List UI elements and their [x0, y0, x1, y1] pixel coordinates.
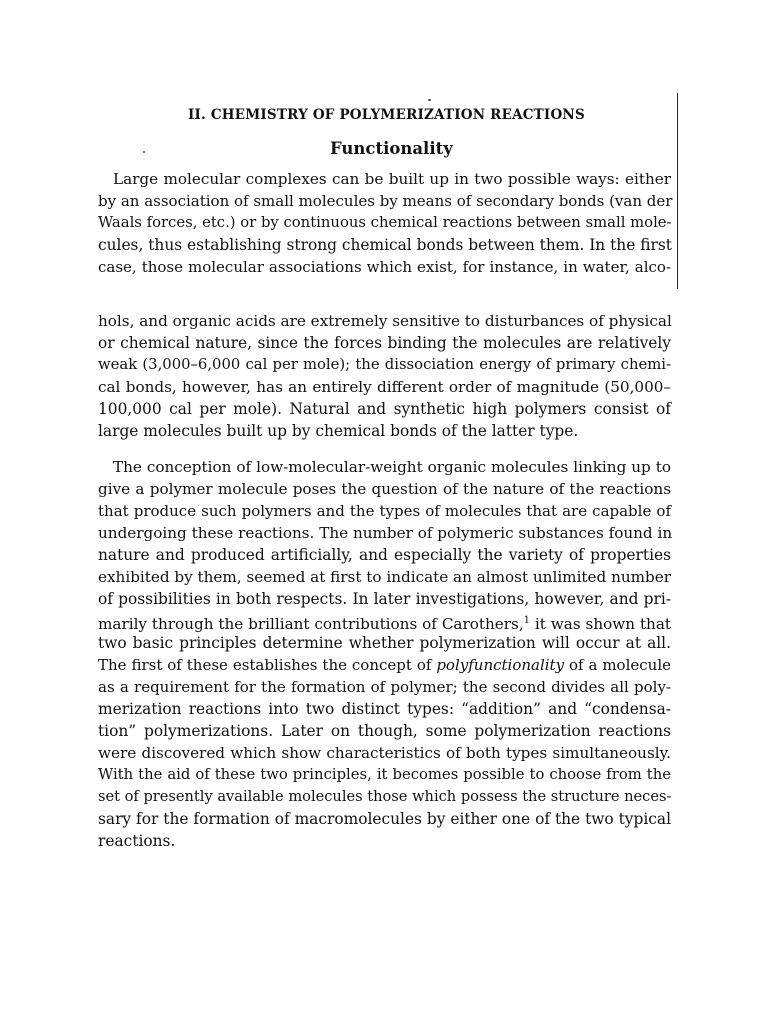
paragraph-line: sary for the formation of macromolecules by either one of the two typical	[98, 810, 671, 828]
paragraph-line: cules, thus establishing strong chemical bonds between them. In the first	[98, 236, 672, 254]
text-run: of a molecule	[564, 656, 671, 674]
paragraph-line: that produce such polymers and the types of molecules that are capable of	[98, 502, 671, 520]
italic-term: polyfunctionality	[436, 656, 565, 674]
paragraph-line: With the aid of these two principles, it becomes possible to choose from the	[98, 766, 671, 783]
paragraph-line: of possibilities in both respects. In later investigations, however, and pri-	[98, 590, 671, 608]
paragraph-line: case, those molecular associations which exist, for instance, in water, alco-	[98, 258, 671, 276]
paragraph-line: cal bonds, however, has an entirely different order of magnitude (50,000–	[98, 378, 671, 396]
paragraph-line: Large molecular complexes can be built up in two possible ways: either	[113, 170, 671, 188]
paragraph-line	[98, 654, 671, 676]
paragraph-line: exhibited by them, seemed at first to indicate an almost unlimited number	[98, 568, 672, 586]
paragraph-line: set of presently available molecules those which possess the structure neces-	[98, 788, 672, 805]
paragraph-line: two basic principles determine whether polymerization will occur at all.	[98, 634, 671, 652]
text-run: it was shown that	[530, 615, 671, 634]
paragraph-line: give a polymer molecule poses the question of the nature of the reactions	[98, 480, 671, 498]
paragraph-line: by an association of small molecules by means of secondary bonds (van der	[98, 192, 673, 210]
text-run: marily through the brilliant contributions of Carothers,	[98, 615, 524, 634]
paragraph-line: 100,000 cal per mole). Natural and synthetic high polymers consist of	[98, 400, 671, 418]
text-run: The first of these establishes the concept of	[98, 656, 437, 674]
paragraph-line: or chemical nature, since the forces binding the molecules are relatively	[98, 334, 671, 352]
paragraph-line: The conception of low-molecular-weight organic molecules linking up to	[113, 458, 671, 476]
subheading: Functionality	[330, 139, 453, 158]
paragraph-line: tion” polymerizations. Later on though, some polymerization reactions	[98, 722, 671, 740]
scan-speck	[428, 99, 431, 101]
paragraph-line: reactions.	[98, 832, 176, 850]
footnote-marker: 1	[523, 615, 531, 626]
paragraph-line: merization reactions into two distinct types: “addition” and “condensa-	[98, 700, 671, 718]
paragraph-line: weak (3,000–6,000 cal per mole); the dissociation energy of primary chemi-	[98, 356, 671, 373]
section-heading: II. CHEMISTRY OF POLYMERIZATION REACTIONS	[188, 107, 585, 123]
paragraph-line: were discovered which show characteristics of both types simultaneously.	[98, 744, 671, 762]
paragraph-line: undergoing these reactions. The number of polymeric substances found in	[98, 524, 673, 542]
page-edge-rule	[677, 93, 678, 289]
paragraph-line: Waals forces, etc.) or by continuous chemical reactions between small mole-	[98, 214, 672, 231]
scan-speck	[143, 151, 145, 153]
paragraph-line: nature and produced artificially, and especially the variety of properties	[98, 546, 671, 564]
paragraph-line: as a requirement for the formation of polymer; the second divides all poly-	[98, 678, 671, 696]
paragraph-line: hols, and organic acids are extremely sensitive to disturbances of physical	[98, 312, 672, 330]
paragraph-line: large molecules built up by chemical bonds of the latter type.	[98, 422, 579, 440]
